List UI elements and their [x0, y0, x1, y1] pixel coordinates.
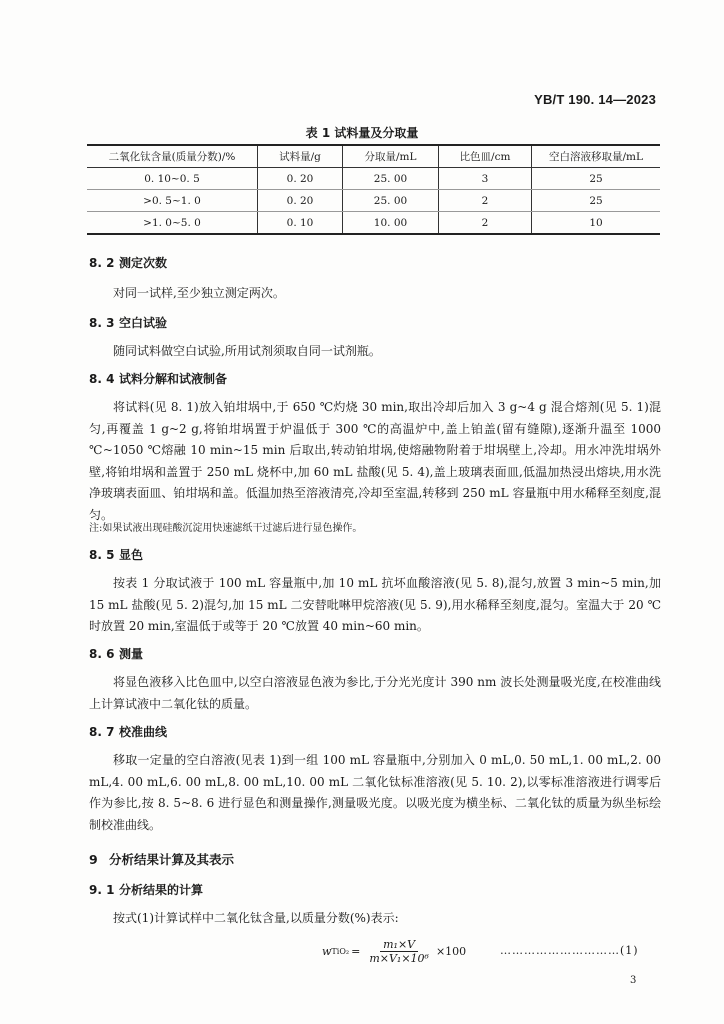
table-cell: >1. 0~5. 0	[87, 212, 258, 235]
chapter-heading-9	[89, 850, 234, 868]
section-heading-8-4	[89, 370, 227, 387]
paragraph-8-4: 将试料(见 8. 1)放入铂坩埚中,于 650 ℃灼烧 30 min,取出冷却后加入 3 g~4 g 混合熔剂(见 5. 1)混匀,再覆盖 1 g~2 g,将铂坩埚置于炉温低于 300 ℃的高温炉中,盖上铂盖(留有缝隙),逐渐升温至 1000 ℃~1050 ℃熔融 10 min~15 min 后取出,转动铂坩埚,使熔融物附着于坩埚壁上,冷却。用水冲洗坩埚外壁,将铂坩埚和盖置于 250 mL 烧杯中,加 60 mL 盐酸(见 5. 4),盖上玻璃表面皿,低温加热浸出熔块,用水洗净玻璃表面皿、铂坩埚和盖。低温加热至溶液清亮,冷却至室温,转移到 250 mL 容量瓶中用水稀释至刻度,混匀。	[89, 400, 661, 522]
col-header: 试料量/g	[258, 145, 343, 168]
section-title: 空白试验	[119, 316, 168, 330]
table-title: 表 1 试料量及分取量	[305, 126, 419, 140]
table-cell: 0. 20	[258, 190, 343, 212]
table-cell: 3	[439, 168, 532, 190]
table-cell: 25	[532, 190, 661, 212]
paragraph-8-3: 随同试料做空白试验,所用试剂须取自同一试剂瓶。	[113, 344, 381, 358]
section-heading-8-7	[89, 723, 167, 740]
col-header: 二氧化钛含量(质量分数)/%	[87, 145, 258, 168]
formula-lhs: w	[322, 944, 332, 958]
section-number: 8. 4	[89, 372, 115, 386]
table-cell: 25	[532, 168, 661, 190]
section-heading-8-6	[89, 645, 143, 662]
note: 注:如果试液出现硅酸沉淀用快速滤纸干过滤后进行显色操作。	[89, 523, 363, 534]
paragraph-8-5: 按表 1 分取试液于 100 mL 容量瓶中,加 10 mL 抗坏血酸溶液(见 5. 8),混匀,放置 3 min~5 min,加 15 mL 盐酸(见 5. 2)混匀,加 15 mL 二安替吡啉甲烷溶液(见 5. 9),用水稀释至刻度,混匀。室温大于 20 ℃ 时放置 20 min,室温低于或等于 20 ℃放置 40 min~60 min。	[89, 576, 661, 633]
standard-code: YB/T 190. 14—2023	[534, 92, 656, 107]
sample-table	[87, 144, 660, 235]
page-number: 3	[630, 975, 637, 986]
table-cell: 25. 00	[343, 190, 439, 212]
paragraph-8-7: 移取一定量的空白溶液(见表 1)到一组 100 mL 容量瓶中,分别加入 0 mL,0. 50 mL,1. 00 mL,2. 00 mL,4. 00 mL,6. 00 mL,8. 00 mL,10. 00 mL 二氧化钛标准溶液(见 5. 10. 2),以零标准溶液进行调零后作为参比,按 8. 5~8. 6 进行显色和测量操作,测量吸光度。以吸光度为横坐标、二氧化钛的质量为纵坐标绘制校准曲线。	[89, 753, 661, 832]
table-cell: 10. 00	[343, 212, 439, 235]
section-number: 8. 3	[89, 316, 115, 330]
col-header: 比色皿/cm	[439, 145, 532, 168]
table-row	[87, 212, 660, 235]
section-title: 分析结果计算及其表示	[109, 852, 235, 867]
section-title: 分析结果的计算	[119, 883, 204, 897]
section-title: 试料分解和试液制备	[119, 372, 228, 386]
equation-number: …………………………(1)	[500, 944, 639, 957]
table-cell: 0. 10~0. 5	[87, 168, 258, 190]
section-title: 测量	[119, 647, 144, 661]
paragraph-8-6: 将显色液移入比色皿中,以空白溶液显色液为参比,于分光光度计 390 nm 波长处测量吸光度,在校准曲线上计算试液中二氧化钛的质量。	[89, 675, 661, 711]
section-heading-8-3	[89, 314, 167, 331]
table-row	[87, 168, 660, 190]
table-header-row	[87, 145, 660, 168]
table-cell: 2	[439, 190, 532, 212]
col-header: 空白溶液移取量/mL	[532, 145, 661, 168]
formula-tail: ×100	[435, 944, 467, 958]
section-number: 9	[89, 852, 98, 867]
section-number: 8. 2	[89, 256, 115, 270]
paragraph-9-1: 按式(1)计算试样中二氧化钛含量,以质量分数(%)表示:	[113, 911, 399, 925]
table-cell: 10	[532, 212, 661, 235]
paragraph-8-2: 对同一试样,至少独立测定两次。	[113, 286, 285, 300]
section-title: 测定次数	[119, 256, 168, 270]
table-row	[87, 190, 660, 212]
section-number: 8. 5	[89, 548, 115, 562]
formula-equals: =	[351, 944, 361, 958]
table-cell: 0. 20	[258, 168, 343, 190]
section-heading-8-2	[89, 254, 167, 271]
formula-lhs-subscript: TiO₂	[331, 946, 350, 956]
section-title: 校准曲线	[119, 725, 168, 739]
table-cell: 0. 10	[258, 212, 343, 235]
formula-1	[322, 933, 466, 969]
section-heading-8-5	[89, 546, 143, 563]
section-heading-9-1	[89, 881, 203, 898]
col-header: 分取量/mL	[343, 145, 439, 168]
formula-denominator: m×V₁×10⁶	[369, 951, 429, 965]
table-cell: 25. 00	[343, 168, 439, 190]
table-cell: 2	[439, 212, 532, 235]
section-number: 8. 6	[89, 647, 115, 661]
formula-fraction	[366, 938, 432, 965]
section-number: 8. 7	[89, 725, 115, 739]
section-title: 显色	[119, 548, 144, 562]
table-cell: >0. 5~1. 0	[87, 190, 258, 212]
formula-numerator: m₁×V	[380, 938, 418, 952]
section-number: 9. 1	[89, 883, 115, 897]
